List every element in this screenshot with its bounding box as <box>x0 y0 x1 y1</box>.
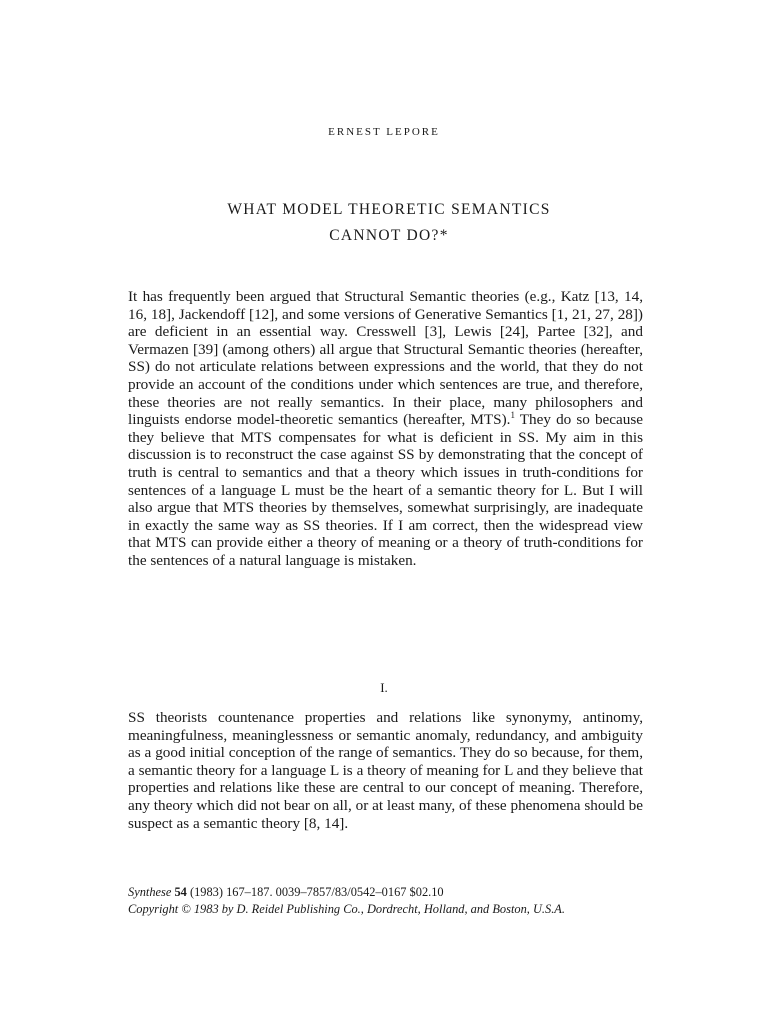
section-number: I. <box>380 680 388 695</box>
journal-name: Synthese <box>128 885 172 899</box>
citation-line <box>128 884 648 900</box>
author-name: ERNEST LEPORE <box>328 126 440 138</box>
copyright-line: Copyright © 1983 by D. Reidel Publishing Co., Dordrecht, Holland, and Boston, U.S.A. <box>128 902 565 916</box>
title-line-1: WHAT MODEL THEORETIC SEMANTICS <box>227 201 551 218</box>
intro-text-after-footnote: They do so because they believe that MTS compensates for what is deficient in SS. My aim in this discussion is to reconstruct the case against SS by demonstrating that the concept of truth is central to semantics and that a theory which issues in truth-conditions for sentences of a language L must be the heart of a semantic theory for L. But I will also argue that MTS theories by themselves, somewhat surprisingly, are inadequate in exactly the same way as SS theories. If I am correct, then the widespread view that MTS can provide either a theory of meaning or a theory of truth-conditions for the sentences of a natural language is mistaken. <box>128 411 644 569</box>
footnote-marker: 1 <box>510 410 515 421</box>
article-title <box>0 197 768 249</box>
title-line-2: CANNOT DO?* <box>329 227 449 244</box>
intro-paragraph <box>128 288 643 570</box>
intro-text-before-footnote: It has frequently been argued that Structural Semantic theories (e.g., Katz [13, 14, 16, 18], Jackendoff [12], and some versions of Generative Semantics [1, 21, 27, 28]) are deficient in an essential way. Cresswell [3], Lewis [24], Partee [32], and Vermazen [39] (among others) all argue that Structural Semantic theories (hereafter, SS) do not articulate relations between expressions and the world, that they do not provide an account of the conditions under which sentences are true, and therefore, these theories are not really semantics. In their place, many philosophers and linguists endorse model-theoretic semantics (hereafter, MTS). <box>128 288 643 429</box>
citation-details: (1983) 167–187. 0039–7857/83/0542–0167 $02.10 <box>189 885 444 899</box>
section-1-paragraph: SS theorists countenance properties and relations like synonymy, antinomy, meaningfulness, meaninglessness or semantic anomaly, redundancy, and ambiguity as a good initial conception of the range of semantics. They do so because, for them, a semantic theory for a language L is a theory of meaning for L and they believe that properties and relations like these are central to our concept of meaning. Therefore, any theory which did not bear on all, or at least many, of these phenomena should be suspect as a semantic theory [8, 14]. <box>128 709 643 832</box>
journal-volume: 54 <box>174 885 187 899</box>
